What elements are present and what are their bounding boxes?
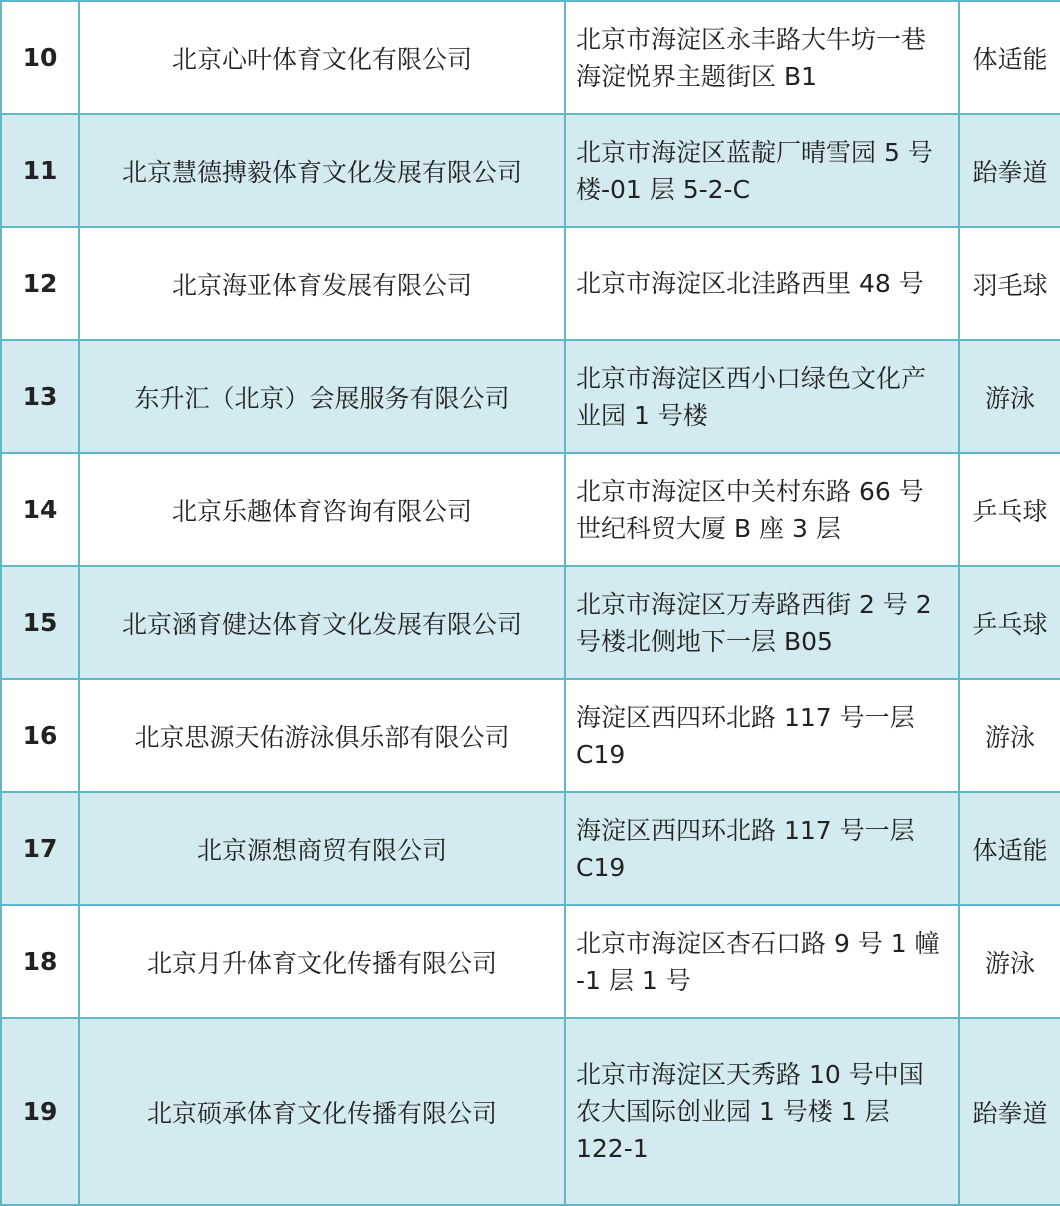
address-line: 北京市海淀区天秀路 10 号中国 <box>576 1060 924 1089</box>
row-number: 19 <box>1 1018 79 1205</box>
address-line: 北京市海淀区蓝靛厂晴雪园 5 号 <box>576 137 933 167</box>
address-line: 海淀区西四环北路 117 号一层 <box>576 702 915 732</box>
table-row <box>1 679 1060 792</box>
address-line: 北京市海淀区西小口绿色文化产 <box>576 363 927 393</box>
address-cell <box>565 1 959 114</box>
address-line: 北京市海淀区中关村东路 66 号 <box>576 476 924 506</box>
address-line: C19 <box>576 739 626 769</box>
table-row <box>1 905 1060 1018</box>
sport-type: 体适能 <box>959 792 1060 905</box>
address-line: -1 层 1 号 <box>576 965 691 995</box>
company-name: 北京涵育健达体育文化发展有限公司 <box>79 566 565 679</box>
company-name: 北京乐趣体育咨询有限公司 <box>79 453 565 566</box>
sport-type: 游泳 <box>959 905 1060 1018</box>
row-number: 10 <box>1 1 79 114</box>
table-row <box>1 792 1060 905</box>
row-number: 11 <box>1 114 79 227</box>
address-cell <box>565 679 959 792</box>
address-cell <box>565 905 959 1018</box>
address-line: 农大国际创业园 1 号楼 1 层 <box>576 1097 890 1126</box>
company-name: 北京硕承体育文化传播有限公司 <box>79 1018 565 1205</box>
address-cell <box>565 227 959 340</box>
address-cell <box>565 453 959 566</box>
row-number: 18 <box>1 905 79 1018</box>
table-row <box>1 453 1060 566</box>
address-line: 世纪科贸大厦 B 座 3 层 <box>576 513 841 543</box>
company-name: 北京慧德搏毅体育文化发展有限公司 <box>79 114 565 227</box>
company-name: 北京源想商贸有限公司 <box>79 792 565 905</box>
address-line: 北京市海淀区北洼路西里 48 号 <box>576 269 924 298</box>
row-number: 17 <box>1 792 79 905</box>
address-cell <box>565 792 959 905</box>
address-cell <box>565 566 959 679</box>
row-number: 15 <box>1 566 79 679</box>
company-name: 东升汇（北京）会展服务有限公司 <box>79 340 565 453</box>
row-number: 12 <box>1 227 79 340</box>
sport-type: 跆拳道 <box>959 1018 1060 1205</box>
address-line: C19 <box>576 852 626 882</box>
address-cell <box>565 340 959 453</box>
company-name: 北京心叶体育文化有限公司 <box>79 1 565 114</box>
row-number: 13 <box>1 340 79 453</box>
address-line: 北京市海淀区杏石口路 9 号 1 幢 <box>576 928 940 958</box>
sport-type: 跆拳道 <box>959 114 1060 227</box>
sport-type: 羽毛球 <box>959 227 1060 340</box>
table-row <box>1 227 1060 340</box>
address-line: 122-1 <box>576 1134 649 1163</box>
address-line: 北京市海淀区永丰路大牛坊一巷 <box>576 24 927 54</box>
sport-type: 乒乓球 <box>959 566 1060 679</box>
sport-type: 游泳 <box>959 340 1060 453</box>
sport-type: 体适能 <box>959 1 1060 114</box>
company-name: 北京海亚体育发展有限公司 <box>79 227 565 340</box>
row-number: 16 <box>1 679 79 792</box>
table-row <box>1 340 1060 453</box>
row-number: 14 <box>1 453 79 566</box>
sport-type: 乒乓球 <box>959 453 1060 566</box>
table-row <box>1 1018 1060 1205</box>
table-row <box>1 1 1060 114</box>
address-line: 北京市海淀区万寿路西街 2 号 2 <box>576 589 932 619</box>
table-row <box>1 114 1060 227</box>
address-line: 海淀区西四环北路 117 号一层 <box>576 815 915 845</box>
company-name: 北京月升体育文化传播有限公司 <box>79 905 565 1018</box>
address-line: 楼-01 层 5-2-C <box>576 174 751 204</box>
address-line: 号楼北侧地下一层 B05 <box>576 626 833 656</box>
address-cell <box>565 114 959 227</box>
address-line: 业园 1 号楼 <box>576 400 708 430</box>
sport-type: 游泳 <box>959 679 1060 792</box>
table-row <box>1 566 1060 679</box>
address-line: 海淀悦界主题街区 B1 <box>576 61 818 91</box>
address-cell <box>565 1018 959 1205</box>
company-name: 北京思源天佑游泳俱乐部有限公司 <box>79 679 565 792</box>
